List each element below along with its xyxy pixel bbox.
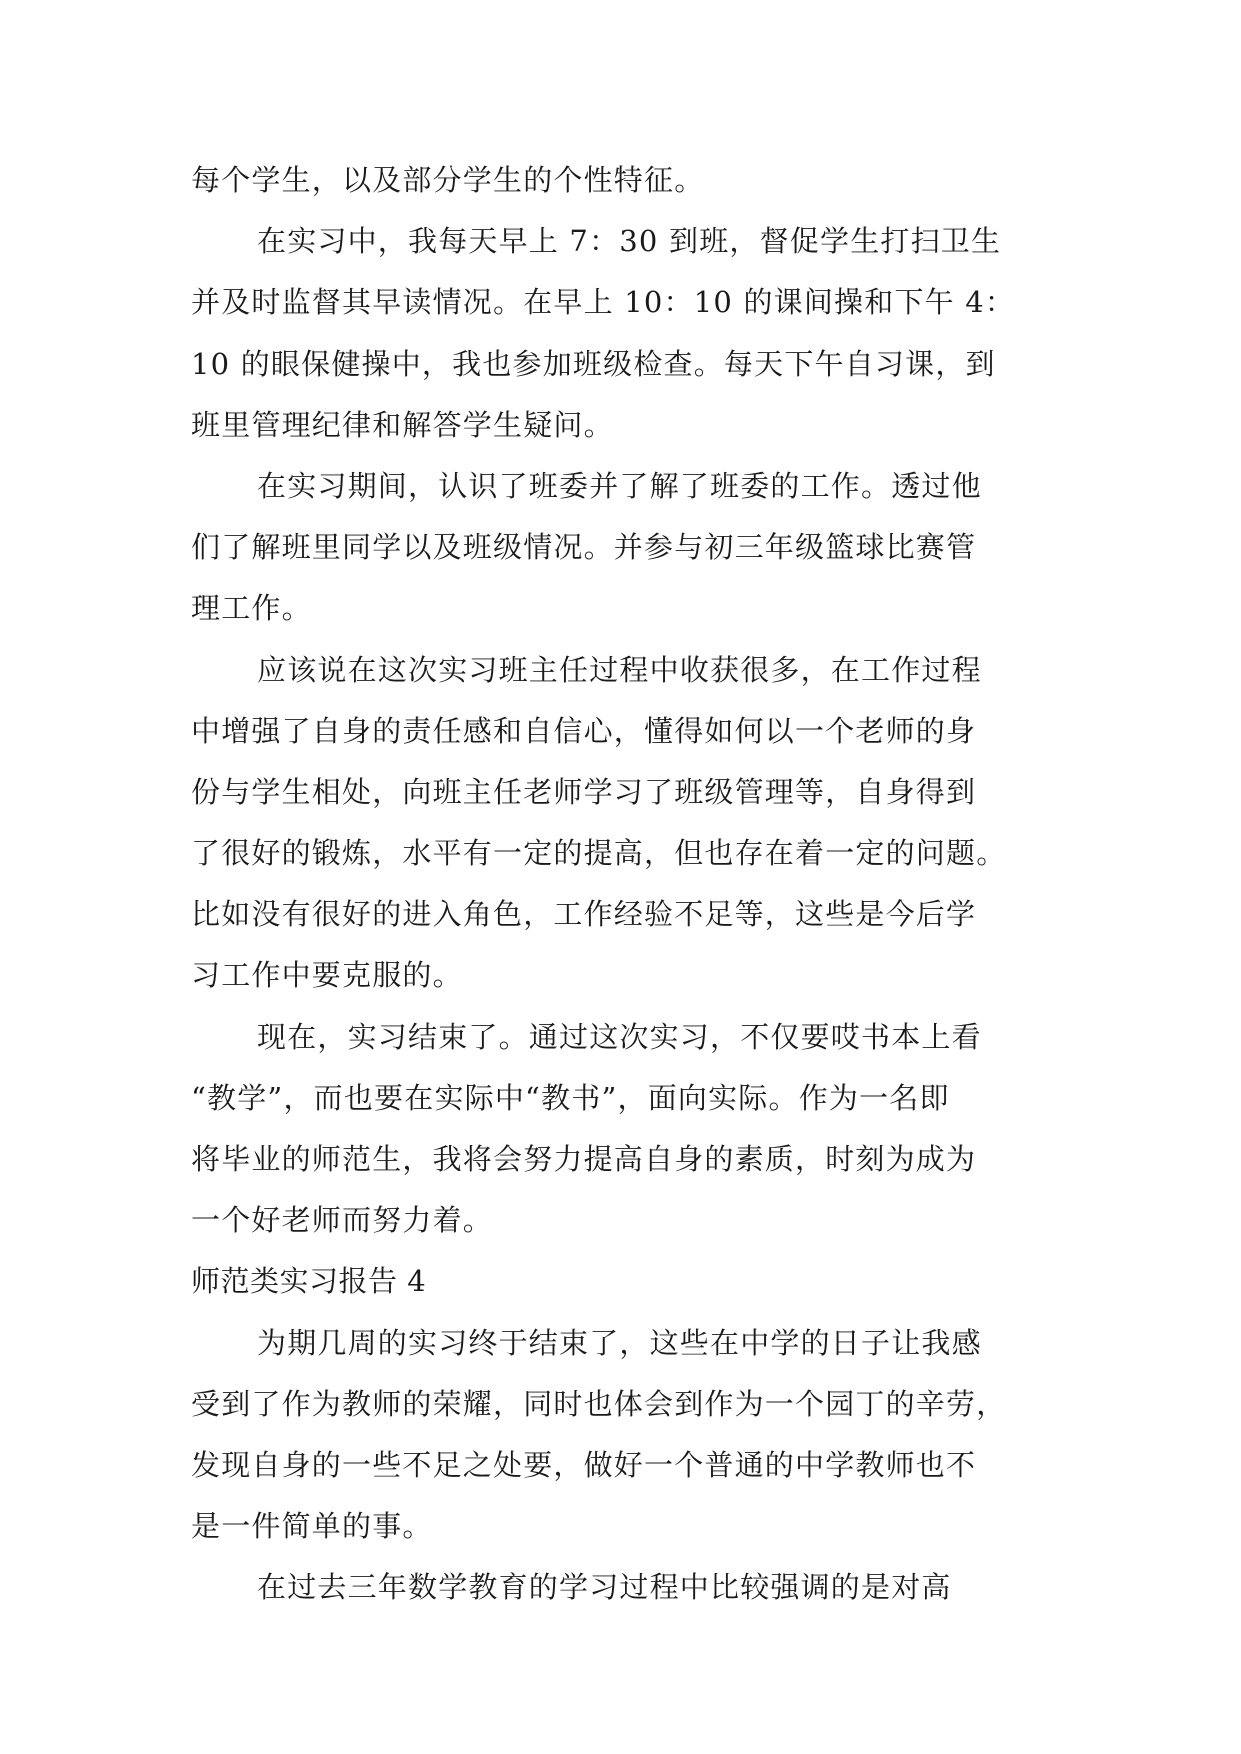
paragraph-start-line: 在实习中，我每天早上 7：30 到班，督促学生打扫卫生 (257, 224, 1002, 259)
text-line: 份与学生相处，向班主任老师学习了班级管理等，自身得到 (191, 774, 977, 809)
text-line: “教学”，而也要在实际中“教书”，面向实际。作为一名即 (191, 1080, 950, 1115)
text-line: 是一件简单的事。 (191, 1509, 433, 1544)
paragraph-start-line: 现在，实习结束了。通过这次实习，不仅要哎书本上看 (257, 1019, 982, 1054)
paragraph-start-line: 为期几周的实习终于结束了，这些在中学的日子让我感 (257, 1325, 982, 1360)
paragraph-start-line: 在实习期间，认识了班委并了解了班委的工作。透过他 (257, 468, 982, 503)
document-page (191, 150, 1053, 1619)
text-line: 中增强了自身的责任感和自信心，懂得如何以一个老师的身 (191, 713, 977, 748)
paragraph-start-line: 在过去三年数学教育的学习过程中比较强调的是对高 (257, 1570, 952, 1605)
text-line: 每个学生，以及部分学生的个性特征。 (191, 163, 705, 197)
text-line: 习工作中要克服的。 (191, 958, 463, 993)
text-line: 并及时监督其早读情况。在早上 10：10 的课间操和下午 4： (191, 285, 1016, 320)
text-line: 一个好老师而努力着。 (191, 1203, 494, 1238)
text-line: 10 的眼保健操中，我也参加班级检查。每天下午自习课，到 (191, 346, 996, 381)
text-line: 比如没有很好的进入角色，工作经验不足等，这些是今后学 (191, 897, 977, 932)
text-line: 发现自身的一些不足之处要，做好一个普通的中学教师也不 (191, 1447, 977, 1482)
text-line: 将毕业的师范生，我将会努力提高自身的素质，时刻为成为 (191, 1142, 977, 1176)
text-line: 理工作。 (191, 591, 312, 626)
text-line: 受到了作为教师的荣耀，同时也体会到作为一个园丁的辛劳， (191, 1386, 1007, 1421)
text-line: 了很好的锻炼，水平有一定的提高，但也存在着一定的问题。 (191, 836, 1007, 871)
text-line: 们了解班里同学以及班级情况。并参与初三年级篮球比赛管 (191, 530, 977, 565)
section-heading: 师范类实习报告 4 (191, 1264, 427, 1299)
paragraph-start-line: 应该说在这次实习班主任过程中收获很多，在工作过程 (257, 652, 982, 687)
text-line: 班里管理纪律和解答学生疑问。 (191, 407, 614, 442)
